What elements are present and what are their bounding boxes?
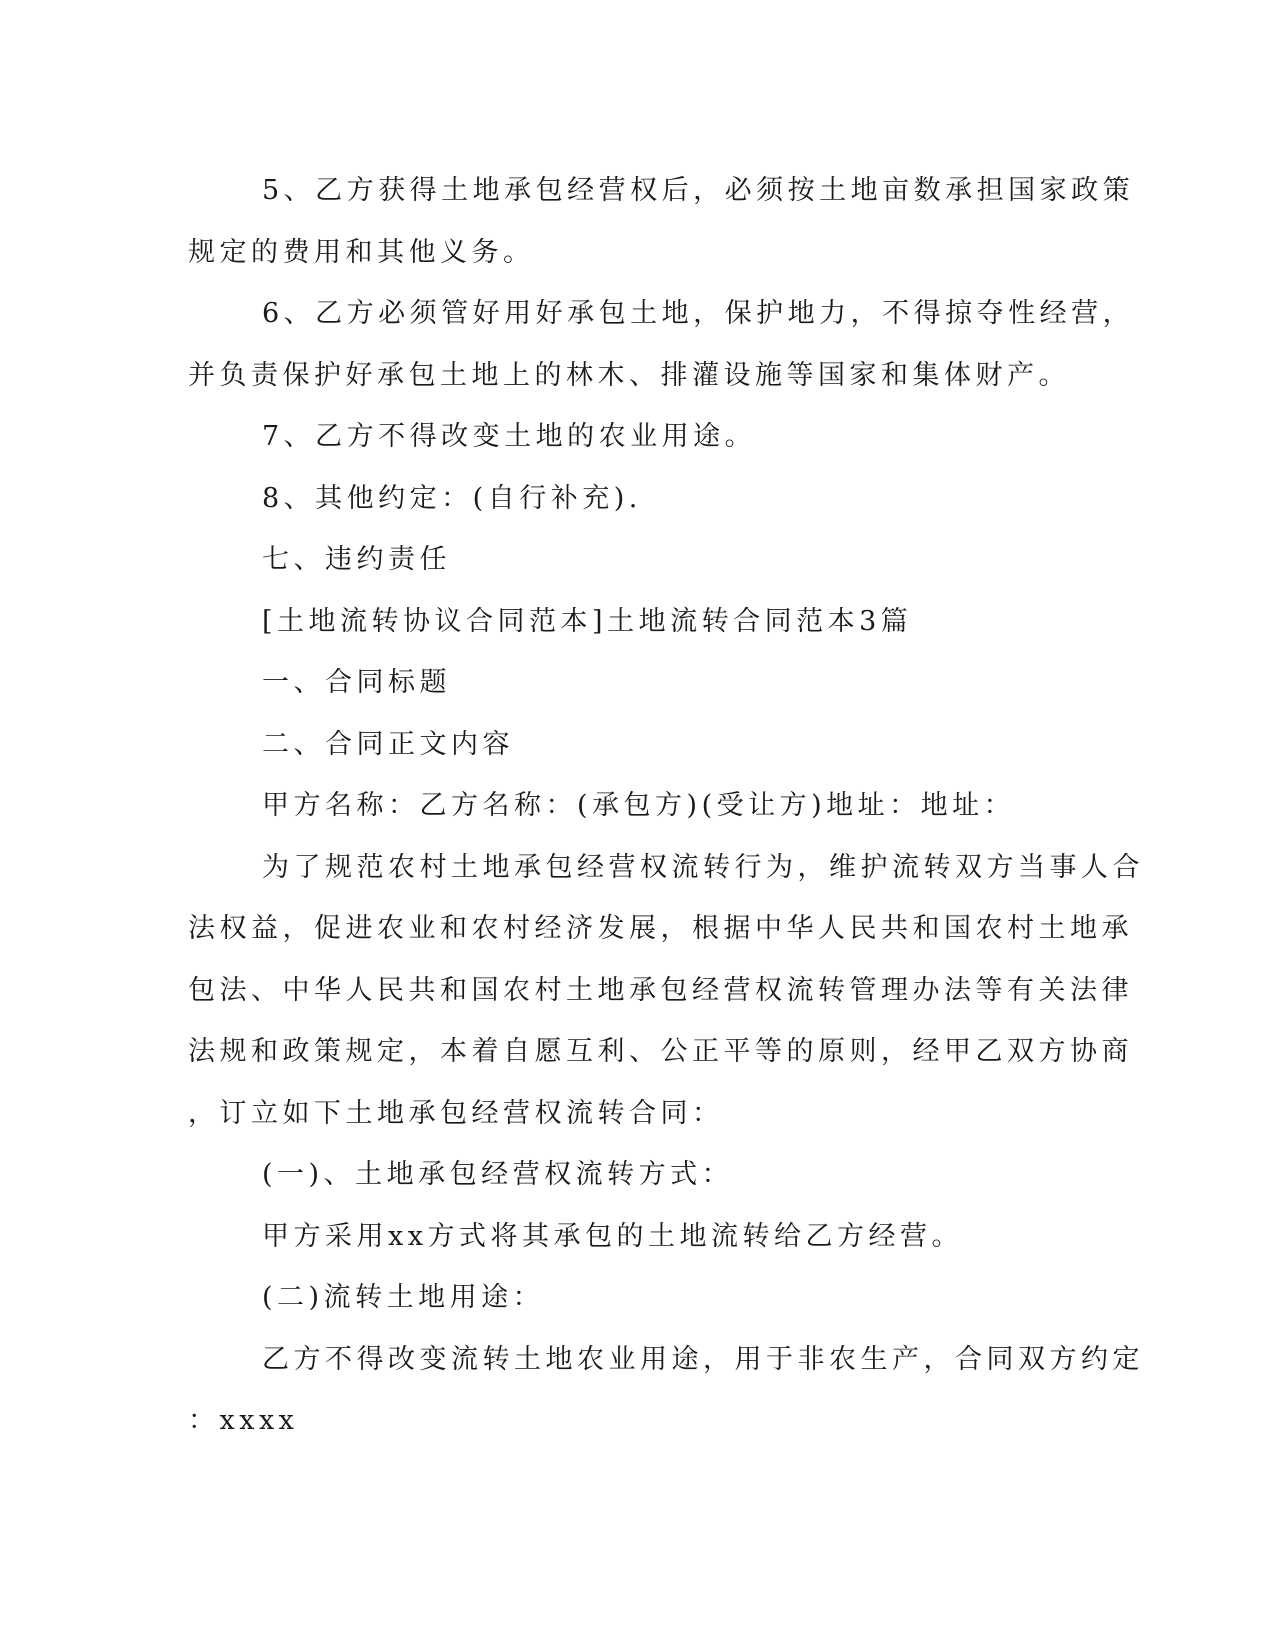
text-line: 8、其他约定：(自行补充). [262, 482, 642, 514]
text-line: 乙方不得改变流转土地农业用途，用于非农生产，合同双方约定 [262, 1343, 1144, 1375]
text-line: 法权益，促进农业和农村经济发展，根据中华人民共和国农村土地承 [188, 913, 1133, 944]
text-line: ：xxxx [188, 1405, 299, 1436]
text-line: 6、乙方必须管好用好承包土地，保护地力，不得掠夺性经营， [262, 298, 1135, 329]
text-line: ，订立如下土地承包经营权流转合同： [188, 1097, 724, 1129]
text-line: [土地流转协议合同范本]土地流转合同范本3篇 [262, 605, 913, 637]
text-line: 为了规范农村土地承包经营权流转行为，维护流转双方当事人合 [262, 851, 1144, 883]
text-line: 甲方名称：乙方名称：(承包方)(受让方)地址：地址： [262, 790, 1016, 821]
text-line: 二、合同正文内容 [262, 728, 514, 760]
text-line: 七、违约责任 [262, 544, 451, 575]
document-body [188, 160, 1144, 1452]
text-line: 包法、中华人民共和国农村土地承包经营权流转管理办法等有关法律 [188, 974, 1133, 1006]
text-line: 5、乙方获得土地承包经营权后，必须按土地亩数承担国家政策 [262, 175, 1135, 206]
text-line: (二)流转土地用途： [262, 1282, 545, 1313]
text-line: 一、合同标题 [262, 667, 451, 698]
text-line: 并负责保护好承包土地上的林木、排灌设施等国家和集体财产。 [188, 359, 1070, 391]
text-line: 法规和政策规定，本着自愿互利、公正平等的原则，经甲乙双方协商 [188, 1036, 1133, 1067]
text-line: 7、乙方不得改变土地的农业用途。 [262, 421, 757, 452]
text-line: (一)、土地承包经营权流转方式： [262, 1159, 734, 1190]
text-line: 甲方采用xx方式将其承包的土地流转给乙方经营。 [262, 1220, 963, 1252]
text-line: 规定的费用和其他义务。 [188, 236, 535, 268]
